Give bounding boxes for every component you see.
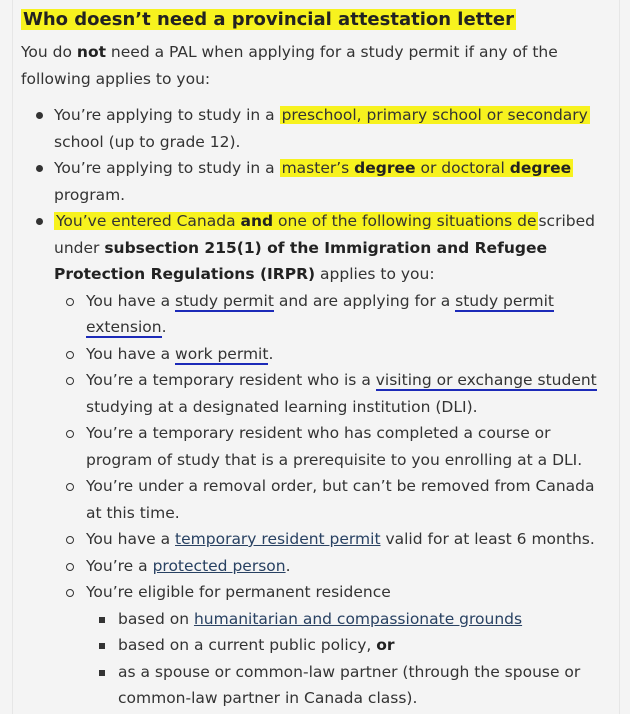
exemption-list	[21, 102, 611, 712]
list-item: as a spouse or common-law partner (through the spouse or common-law partner in Canada class).	[86, 659, 611, 712]
visiting-exchange-student-link[interactable]: visiting or exchange student	[375, 371, 597, 389]
protected-person-link[interactable]: protected person	[152, 556, 286, 575]
work-permit-link[interactable]: work permit	[175, 344, 269, 363]
list-item: You’re applying to study in a preschool, primary school or secondary school (up to grade 12).	[21, 102, 611, 155]
list-item: You have a study permit and are applying for a study permit extension.	[54, 288, 611, 341]
study-permit-extension-link[interactable]: study permit extension	[86, 291, 555, 336]
humanitarian-grounds-link[interactable]: humanitarian and compassionate grounds	[193, 609, 523, 628]
section-heading: Who doesn’t need a provincial attestation letter	[23, 9, 514, 30]
list-item: You’re a protected person.	[54, 553, 611, 580]
list-item: You’re a temporary resident who is a visiting or exchange student studying at a designated learning institution (DLI).	[54, 367, 611, 420]
study-permit-link[interactable]: study permit	[175, 291, 274, 310]
content-panel	[12, 0, 620, 714]
temporary-resident-permit-link[interactable]: temporary resident permit	[175, 530, 381, 548]
list-item: You’re a temporary resident who has completed a course or program of study that is a prerequisite to you enrolling at a DLI.	[54, 420, 611, 473]
list-item: You’ve entered Canada and one of the following situations de scribed under subsection 215(1) of the Immigration and Refugee Protection Regulations (IRPR) applies to you: You have a study permit and are applying for a study permit extension. You have a work permit. You’re a temporary resident who is a visiting or exchange student studying at a designated learning institution (DLI). You’re a temporary resident who has completed a course or program of study that is a prerequisite to you enrolling at a DLI. You’re under a removal order, but can’t be removed from Canada at this time. You have a temporary resident permit valid for at least 6 months. You’re a protected person. You’re eligible for permanent residence based on humanitarian and compassionate grounds based on a current public policy, or as a spouse or common-law partner (through the spouse or common-law partner in Canada class).	[21, 208, 611, 712]
list-item: based on humanitarian and compassionate grounds	[86, 606, 611, 633]
situations-list	[54, 288, 611, 712]
article	[21, 7, 611, 712]
list-item: You’re applying to study in a master’s degree or doctoral degree program.	[21, 155, 611, 208]
list-item: You’re under a removal order, but can’t be removed from Canada at this time.	[54, 473, 611, 526]
list-item: You have a temporary resident permit valid for at least 6 months.	[54, 526, 611, 553]
intro-paragraph: You do not need a PAL when applying for a study permit if any of the following applies to you:	[21, 43, 558, 88]
list-item: based on a current public policy, or	[86, 632, 611, 659]
pr-basis-list	[86, 606, 611, 712]
list-item: You have a work permit.	[54, 341, 611, 368]
list-item: You’re eligible for permanent residence based on humanitarian and compassionate grounds based on a current public policy, or as a spouse or common-law partner (through the spouse or common-law partner in Canada class).	[54, 579, 611, 712]
